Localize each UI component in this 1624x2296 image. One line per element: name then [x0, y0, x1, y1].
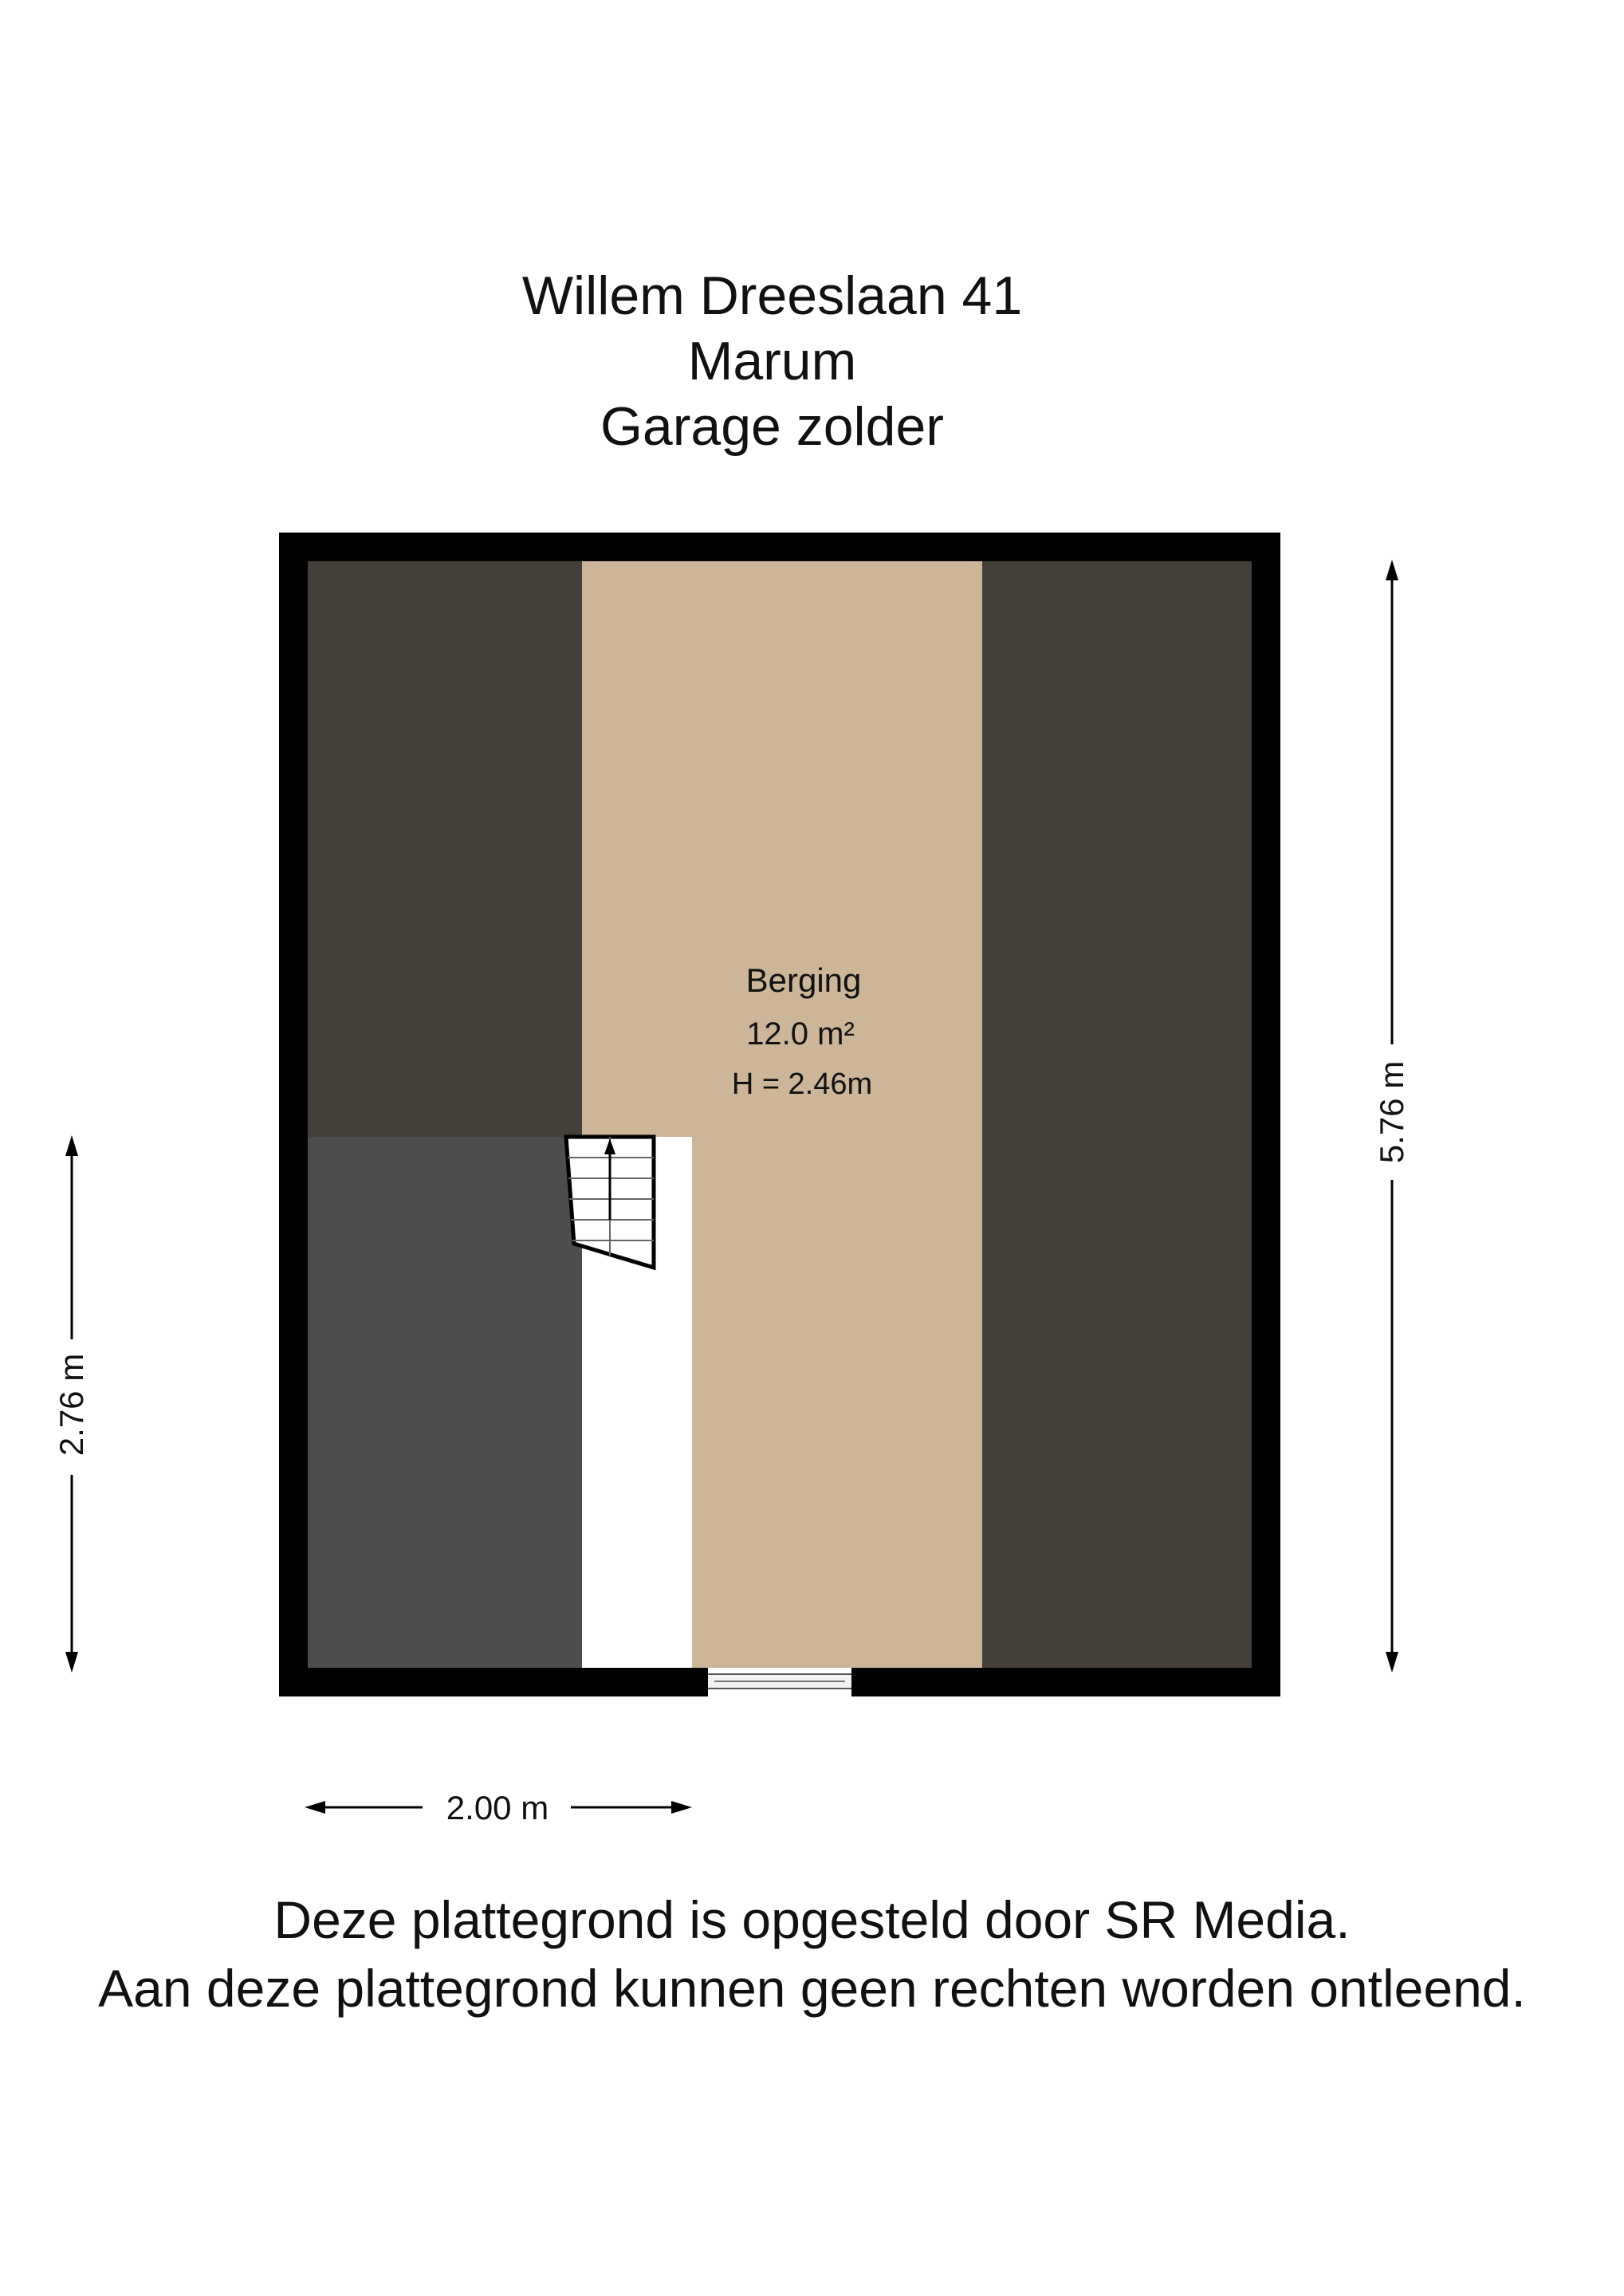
dimension-left-height — [53, 1135, 90, 1673]
arrow-up-icon — [1386, 560, 1398, 580]
room-area: 12.0 m² — [746, 1016, 855, 1052]
arrow-down-icon — [65, 1652, 78, 1673]
arrow-down-icon — [1386, 1652, 1398, 1673]
room-name: Berging — [745, 961, 862, 999]
dimension-right-height — [1373, 560, 1410, 1673]
dimension-label-right: 5.76 m — [1373, 1060, 1410, 1164]
door-opening — [706, 1668, 853, 1696]
disclaimer-line-1: Deze plattegrond is opgesteld door SR Media. — [273, 1890, 1351, 1949]
disclaimer-line-2: Aan deze plattegrond kunnen geen rechten worden ontleend. — [98, 1959, 1526, 2018]
room-height: H = 2.46m — [731, 1067, 873, 1101]
disclaimer — [0, 1885, 1624, 2023]
city-title: Marum — [687, 331, 857, 391]
dimension-label-bottom: 2.00 m — [446, 1789, 549, 1826]
dimension-label-left: 2.76 m — [53, 1353, 90, 1457]
roof-slope-right — [982, 561, 1252, 1668]
arrow-right-icon — [671, 1801, 692, 1814]
floor-title: Garage zolder — [600, 396, 944, 457]
address-title: Willem Dreeslaan 41 — [521, 265, 1023, 326]
lower-area-left — [308, 1137, 582, 1668]
roof-slope-left — [308, 561, 582, 1137]
arrow-left-icon — [305, 1801, 325, 1814]
arrow-up-icon — [65, 1135, 78, 1156]
dimension-bottom-width — [305, 1789, 692, 1826]
